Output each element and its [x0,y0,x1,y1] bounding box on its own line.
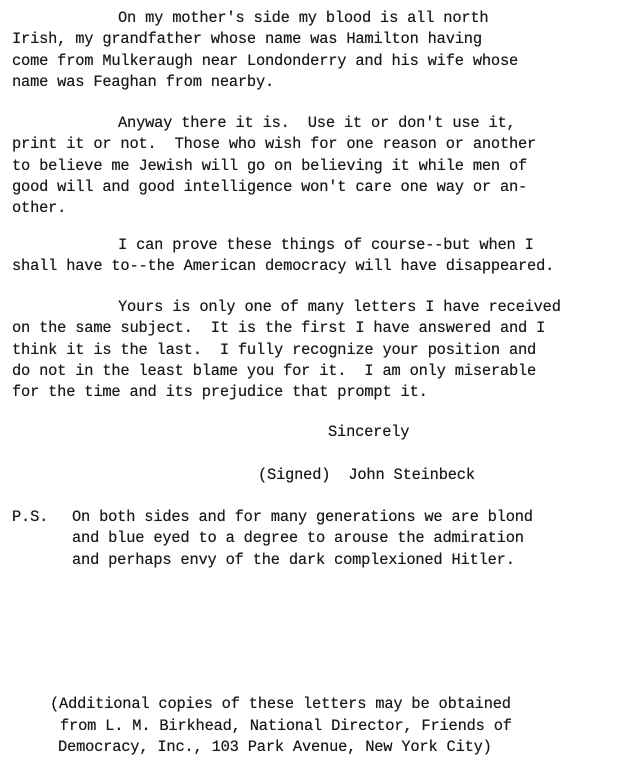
text-line: from L. M. Birkhead, National Director, Friends of [60,716,512,735]
closing-sincerely: Sincerely [328,423,410,441]
text-line: On my mother's side my blood is all north [118,9,489,27]
text-line: other. [12,199,67,218]
text-line: on the same subject. It is the first I have answered and I [12,319,546,338]
footer-note [50,694,512,759]
text-line: Anyway there it is. Use it or don't use it, [118,114,516,132]
text-line: and blue eyed to a degree to arouse the admiration [72,529,524,548]
text-line: come from Mulkeraugh near Londonderry and his wife whose [12,51,519,70]
paragraph-ancestry [12,8,518,93]
paragraph-letters-received [12,297,561,403]
text-line: (Additional copies of these letters may be obtained [50,695,511,713]
text-line: to believe me Jewish will go on believing it while men of [12,156,528,175]
signature-line: (Signed) John Steinbeck [258,466,475,484]
postscript-body [72,507,533,571]
text-line: good will and good intelligence won't care one way or an- [12,177,528,196]
text-line: On both sides and for many generations we are blond [72,508,533,526]
text-line: think it is the last. I fully recognize your position and [12,340,537,359]
postscript-label: P.S. [12,508,49,526]
text-line: Irish, my grandfather whose name was Hamilton having [12,30,482,49]
paragraph-use-it [12,113,536,219]
text-line: I can prove these things of course--but when I [118,236,534,254]
text-line: Yours is only one of many letters I have received [118,298,561,316]
text-line: for the time and its prejudice that prompt it. [12,383,428,402]
text-line: shall have to--the American democracy will have disappeared. [12,257,555,276]
text-line: name was Feaghan from nearby. [12,72,275,91]
text-line: Democracy, Inc., 103 Park Avenue, New York City) [58,738,492,756]
text-line: print it or not. Those who wish for one reason or another [12,135,537,154]
paragraph-prove [12,235,554,278]
text-line: do not in the least blame you for it. I am only miserable [12,361,537,380]
text-line: and perhaps envy of the dark complexioned Hitler. [72,550,515,569]
